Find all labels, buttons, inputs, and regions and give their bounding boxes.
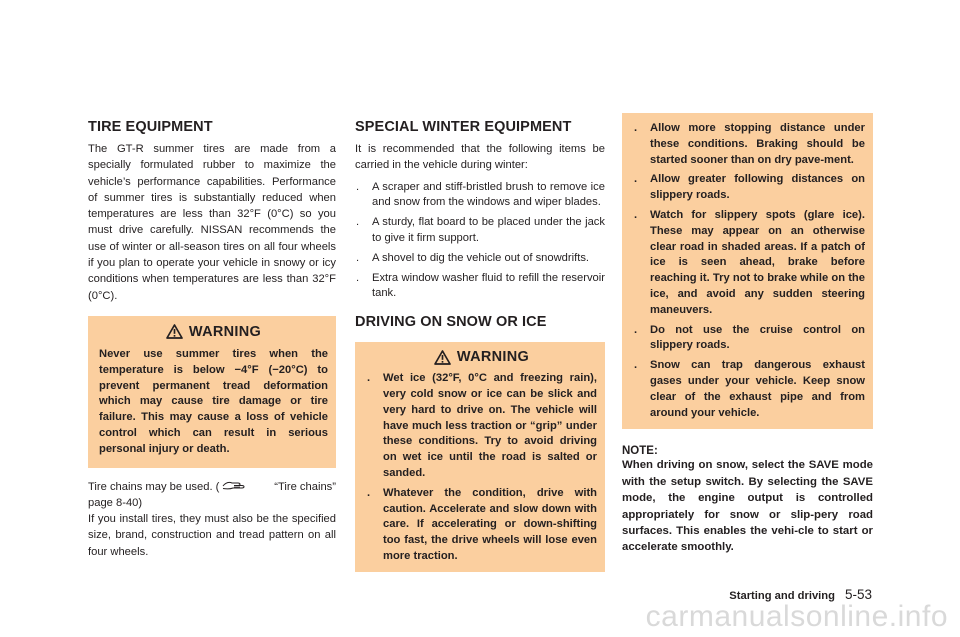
column-tire-equipment (88, 119, 336, 560)
watermark: carmanualsonline.info (645, 600, 948, 633)
tire-chains-prefix: Tire chains may be used. ( (88, 480, 220, 493)
bullet: . (634, 173, 638, 186)
list-item (355, 180, 605, 212)
heading-driving-on-snow: DRIVING ON SNOW OR ICE (355, 314, 547, 331)
bullet: . (356, 180, 360, 193)
warning-text-summer-tires: Never use summer tires when the temperature is below −4°F (−20°C) to prevent permanent tread deformation which may cause tire damage or tire failure. This may cause a loss of vehicle control which can result in serious personal injury or death. (99, 347, 328, 455)
list-item (355, 271, 605, 303)
list-item-text: A scraper and stiff-bristled brush to remove ice and snow from the windows and wiper blades. (372, 180, 605, 209)
list-item-text: Snow can trap dangerous exhaust gases under your vehicle. Keep snow clear of the exhaust pipe and from around your vehicle. (650, 359, 865, 419)
tire-install-text: If you install tires, they must also be the specified size, brand, construction and tread pattern on all four wheels. (88, 513, 336, 558)
page-reference-icon (221, 479, 245, 491)
tire-chains-reference (88, 479, 336, 495)
list-item (633, 121, 865, 168)
warning-box-continued (622, 113, 873, 429)
list-item-text: Do not use the cruise control on slippery roads. (650, 323, 865, 352)
warning-header (366, 349, 597, 365)
warning-box-snow-ice (355, 342, 605, 572)
list-item-text: Extra window washer fluid to refill the reservoir tank. (372, 271, 605, 300)
tire-chains-ref-title[interactable]: “Tire chains” (274, 480, 336, 493)
warning-header (99, 324, 328, 340)
bullet: . (634, 122, 638, 134)
list-item (633, 208, 865, 319)
footer-section-title: Starting and driving (729, 590, 835, 602)
list-item (633, 323, 865, 355)
list-item (366, 371, 597, 482)
note-title: NOTE: (622, 445, 658, 458)
warning-title: WARNING (456, 349, 530, 366)
winter-equipment-list (355, 180, 605, 303)
bullet: . (356, 251, 360, 264)
column-winter-equipment (355, 119, 605, 572)
footer-page-number: 5-53 (844, 587, 872, 602)
list-item-text: A sturdy, flat board to be placed under the jack to give it firm support. (372, 216, 605, 244)
bullet: . (367, 486, 371, 499)
list-item (633, 172, 865, 204)
column-snow-warning-continued (622, 113, 873, 556)
list-item-text: Allow greater following distances on slippery roads. (650, 173, 865, 202)
heading-tire-equipment: TIRE EQUIPMENT (88, 119, 213, 135)
list-item-text: Allow more stopping distance under these conditions. Braking should be started sooner than on dry pave-ment. (650, 122, 865, 166)
list-item (366, 486, 597, 565)
snow-warning-list (366, 371, 597, 565)
warning-title: WARNING (188, 323, 262, 340)
list-item-text: Wet ice (32°F, 0°C and freezing rain), very cold snow or ice can be slick and very hard to drive on. The vehicle will have much less traction or “grip” under these conditions. Try to avoid driving on wet ice until the road is salted or sanded. (383, 372, 597, 479)
bullet: . (634, 359, 638, 372)
warning-triangle-icon (434, 350, 451, 365)
list-item (633, 358, 865, 421)
bullet: . (634, 208, 638, 221)
tire-chains-page: page 8-40) (88, 496, 143, 509)
tire-equipment-intro: The GT-R summer tires are made from a specially formulated rubber to maximize the vehicle’s performance capabilities. Performance of summer tires is substantially reduced when temperatures are less than 32°F (0°C) so you must drive carefully. NISSAN recommends the use of winter or all-season tires on all four wheels if you plan to operate your vehicle in snowy or icy conditions when temperatures are less than 32°F (0°C). (88, 143, 336, 302)
list-item-text: A shovel to dig the vehicle out of snowdrifts. (372, 251, 590, 264)
bullet: . (356, 216, 360, 229)
warning-box-summer-tires (88, 316, 336, 468)
warning-triangle-icon (166, 324, 183, 339)
bullet: . (356, 271, 360, 284)
snow-warning-list-continued (633, 121, 865, 421)
list-item (355, 215, 605, 247)
heading-special-winter-equipment: SPECIAL WINTER EQUIPMENT (355, 119, 572, 135)
list-item-text: Whatever the condition, drive with caution. Accelerate and slow down with care. If accelerating or down-shifting too fast, the drive wheels will lose even more traction. (383, 486, 597, 562)
list-item-text: Watch for slippery spots (glare ice). These may appear on an otherwise clear road in shaded areas. If a patch of ice is seen ahead, brake before reaching it. Try not to brake while on the ice, and avoid any sudden steering maneuvers. (650, 208, 865, 316)
list-item (355, 251, 605, 267)
bullet: . (634, 323, 638, 336)
note-text: When driving on snow, select the SAVE mode with the setup switch. By selecting the SAVE mode, the engine output is controlled appropriately for snow or slip-pery road surfaces. This enables the vehi-cle to start or accelerate smoothly. (622, 459, 873, 554)
special-winter-intro: It is recommended that the following items be carried in the vehicle during winter: (355, 143, 605, 172)
bullet: . (367, 372, 371, 385)
